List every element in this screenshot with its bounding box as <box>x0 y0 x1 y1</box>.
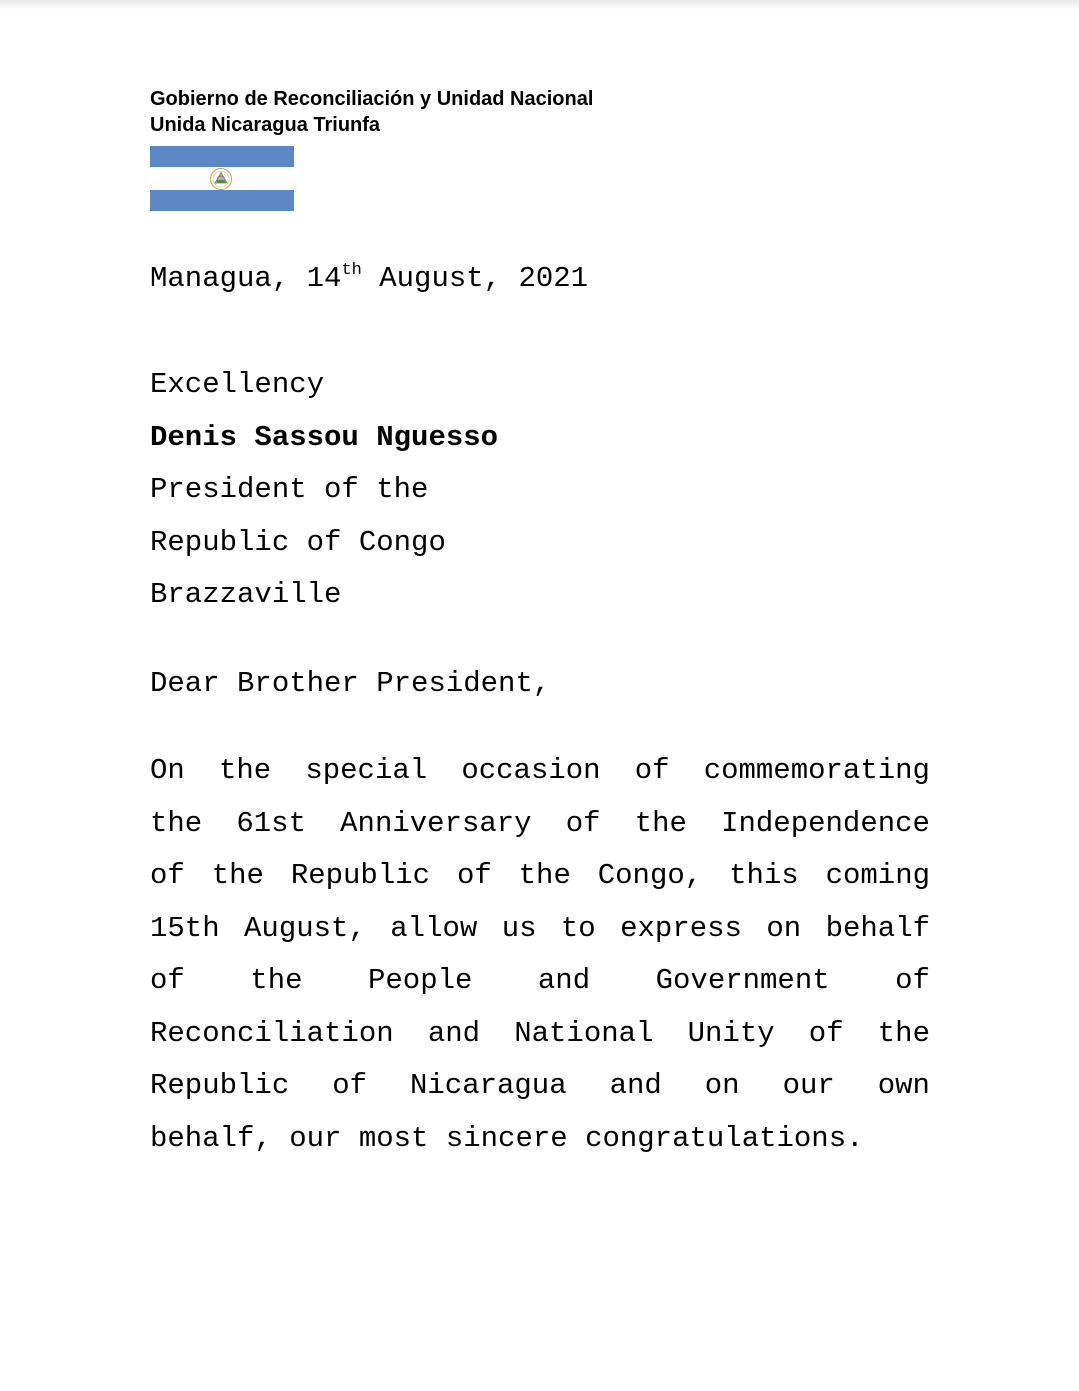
body-word: behalf <box>825 911 930 945</box>
body-word: of <box>808 1016 844 1050</box>
recipient-address <box>150 359 498 622</box>
body-line <box>150 903 930 956</box>
body-word: this <box>729 859 799 892</box>
address-city: Brazzaville <box>150 578 342 611</box>
body-word: of <box>150 859 185 892</box>
address-title: Excellency <box>150 368 325 401</box>
body-word: Government <box>655 964 830 997</box>
letterhead-slogan: Unida Nicaragua Triunfa <box>150 114 381 136</box>
salutation: Dear Brother President, <box>150 667 551 700</box>
body-word: the <box>250 964 303 997</box>
body-word: occasion <box>461 754 601 787</box>
coat-of-arms-icon <box>208 166 234 192</box>
body-word: our <box>782 1069 835 1102</box>
body-line <box>150 955 930 1008</box>
body-word: Congo, <box>597 859 703 892</box>
address-recipient-name: Denis Sassou Nguesso <box>150 420 499 454</box>
flag-top-band <box>150 146 294 167</box>
body-word: On <box>150 754 185 787</box>
body-word: Nicaragua <box>409 1069 567 1102</box>
body-word: special <box>305 754 428 787</box>
body-word: of <box>150 964 185 997</box>
body-line: behalf, our most sincere congratulations. <box>150 1121 864 1155</box>
address-country: Republic of Congo <box>150 525 446 559</box>
body-word: of <box>456 859 492 892</box>
body-word: on <box>766 911 802 945</box>
body-line <box>150 850 930 903</box>
body-word: of <box>895 964 930 997</box>
body-word: Republic <box>150 1069 290 1102</box>
body-word: National <box>514 1016 654 1050</box>
body-word: on <box>704 1069 740 1102</box>
body-word: 15th <box>150 911 220 945</box>
body-word: the <box>634 806 687 840</box>
flag-bottom-band <box>150 190 294 211</box>
body-word: commemorating <box>703 754 930 787</box>
date-day-suffix: th <box>341 261 362 280</box>
body-word: coming <box>825 859 930 892</box>
body-word: and <box>537 964 591 997</box>
body-word: 61st <box>236 806 306 840</box>
body-line <box>150 798 930 851</box>
letter-date <box>150 262 588 300</box>
body-line <box>150 1008 930 1061</box>
date-month-year: August, 2021 <box>361 262 589 295</box>
page-top-shadow <box>0 0 1079 10</box>
body-word: us <box>501 911 537 945</box>
body-word: and <box>609 1069 662 1102</box>
body-word: People <box>368 964 473 997</box>
body-word: Republic <box>290 859 431 892</box>
body-line <box>150 745 930 798</box>
body-word: the <box>518 859 571 892</box>
body-word: of <box>565 806 601 840</box>
body-word: the <box>150 806 203 840</box>
body-word: Independence <box>721 806 930 840</box>
body-word: of <box>332 1069 368 1102</box>
body-word: allow <box>390 911 478 945</box>
letterhead <box>150 86 593 138</box>
body-word: express <box>620 911 742 945</box>
address-position: President of the <box>150 473 429 506</box>
body-word: the <box>877 1016 930 1050</box>
body-word: and <box>427 1016 481 1050</box>
body-word: the <box>218 754 272 787</box>
letterhead-government-name: Gobierno de Reconciliación y Unidad Nacional <box>150 88 594 110</box>
body-word: the <box>211 859 264 892</box>
body-word: to <box>560 911 596 945</box>
body-word: Reconciliation <box>150 1016 394 1050</box>
body-word: Anniversary <box>340 806 532 840</box>
nicaragua-flag-icon <box>150 146 294 211</box>
body-line <box>150 1060 930 1113</box>
date-place-day: Managua, 14 <box>150 262 342 295</box>
body-word: of <box>634 754 670 787</box>
body-word: own <box>877 1069 930 1102</box>
body-word: August, <box>244 911 366 945</box>
letter-body-paragraph <box>150 745 930 1165</box>
body-word: Unity <box>687 1016 775 1050</box>
